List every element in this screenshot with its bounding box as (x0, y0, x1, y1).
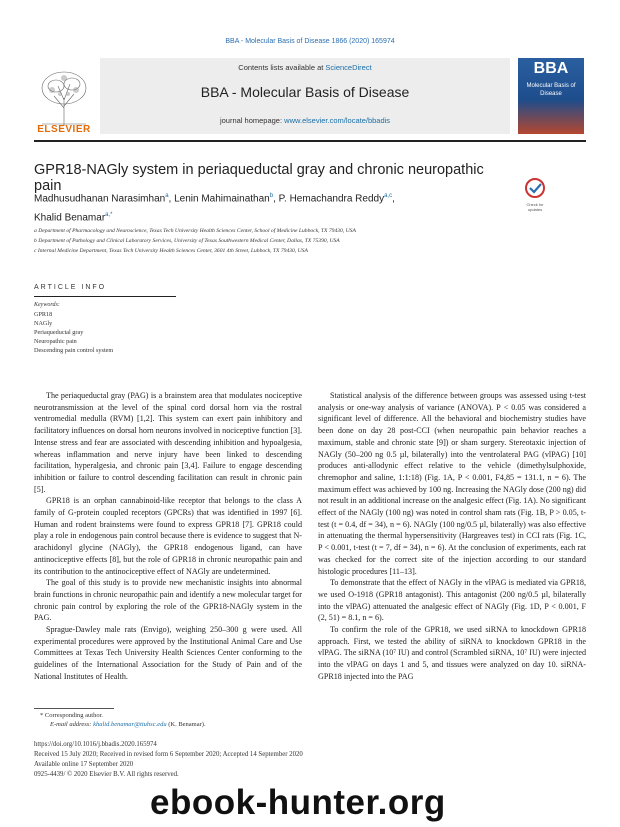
available-online: Available online 17 September 2020 (34, 761, 134, 768)
body-column-left (34, 390, 302, 683)
affiliation-c: c Internal Medicine Department, Texas Tech University Health Sciences Center, 3601 4th Street, Lubbock, TX 79430, USA (34, 248, 308, 254)
keyword-item: GPR18 (34, 311, 53, 318)
body-paragraph: To demonstrate that the effect of NAGly in the vlPAG is mediated via GPR18, we used O-1918 (GPR18 antagonist). This antagonist (200 ng/0.5 µl, bilaterally into the vlPAG) attenuated the analgesic effect of NAGly (Fig. 1D, P < 0.001, F (2, 51) = 8.1, n = 6). (318, 578, 586, 623)
keyword-item: Periaqueductal gray (34, 329, 84, 336)
contents-prefix: Contents lists available at (238, 63, 324, 72)
author-name[interactable]: Madhusudhanan Narasimhan (34, 193, 166, 205)
author-affiliation-mark[interactable]: a (165, 193, 169, 199)
author-affiliation-mark[interactable]: b (269, 193, 274, 199)
check-for-updates-icon[interactable] (521, 176, 549, 204)
cover-subtitle: Molecular Basis of Disease (526, 83, 576, 97)
publisher-name: ELSEVIER (37, 124, 91, 135)
footnote-divider (34, 708, 114, 709)
author-name[interactable]: P. Hemachandra Reddy (278, 193, 385, 205)
doi-link[interactable]: https://doi.org/10.1016/j.bbadis.2020.165974 (34, 741, 157, 748)
keyword-item: NAGly (34, 320, 53, 327)
homepage-link[interactable]: www.elsevier.com/locate/bbadis (284, 116, 391, 125)
body-paragraph: The goal of this study is to provide new mechanistic insights into abnormal brain functions in chronic neuropathic pain and identify a new molecular target for chronic pain control by exploring the role of the GPR18-NAGly system in the PAG. (34, 578, 302, 623)
keywords-label: Keywords: (34, 302, 60, 308)
author-name[interactable]: Khalid Benamar (34, 212, 106, 224)
body-paragraph: To confirm the role of the GPR18, we used siRNA to knockdown GPR18 approach. First, we tested the ability of siRNA to knockdown GPR18 in the vlPAG. The siRNA (10⁷ IU) and control (Scrambled siRNA, 10⁷ IU) were injected into the vlPAG on days 1 and 5, and tissues were analyzed on day 10. siRNA-GPR18 injected into the PAG (318, 625, 586, 681)
affiliation-b: b Department of Pathology and Clinical Laboratory Services, University of Texas Southwestern Medical Center, Dallas, TX 75390, USA (34, 238, 340, 244)
body-paragraph: Statistical analysis of the difference between groups was assessed using t-test analysis or one-way analysis of variance (ANOVA). P < 0.05 was considered a significant level of difference. All the behavioral and biochemistry studies have been done on day 28 post-CCI (when neuropathic pain behavior reaches a maximum, stable and chronic state [9]) or sham surgery. Stereotaxic injection of NAGly (50–200 ng 0.5 µl, bilaterally) into the ventrolateral PAG (vlPAG) [10] produces anti-allodynic effect relative to the vehicle (dimethylsulphoxide, chremophor and saline, 1:1:18) (Fig. 1A, P < 0.001, F4,85 = 131.1, n = 6). The maximum effect was achieved by 100 ng. Increasing the NAGly dose (200 ng) did not result in an additional increase on the analgesic effect (Fig. 1A). No significant effect of the NAGly (100 ng) was noted in control sham rats (Fig. 1B, P > 0.05, t-test (t = 0.4, df = 34), n = 6). NAGly (100 ng/0.5 µl, bilaterally) was also effective in attenuating the thermal hypersensitivity (Hargreaves test) in CCI rats (Fig. 1C, P < 0.001, t-test (t = 7, df = 34), n = 6). At the conclusion of experiments, each rat was checked for the correct site of the injection according to our standard histologic procedures [11–13]. (318, 391, 586, 576)
author-name[interactable]: Lenin Mahimainathan (174, 193, 270, 205)
homepage-line (100, 116, 510, 125)
cover-label: BBA (533, 60, 569, 77)
author-affiliation-mark[interactable]: a,* (105, 212, 113, 219)
article-info-heading: ARTICLE INFO (34, 284, 107, 291)
check-for-updates-label[interactable]: Check for updates (526, 202, 544, 212)
body-paragraph: GPR18 is an orphan cannabinoid-like receptor that belongs to the class A family of G-protein coupled receptors (GPCRs) that was identified in 1997 [6]. Human and rodent brainstems were found to express GPR18 [7]. GPR18 could play a role in endogenous pain control because there is evidence to suggest that N-arachidonyl glycine (NAGly), the GPR18 endogenous ligand, can have antinociceptive effects [8], but the role of GPR18 in chronic neuropathic pain and its contribution to the antinociceptive effect of NAGly are undetermined. (34, 496, 302, 576)
body-paragraph: Sprague-Dawley male rats (Envigo), weighing 250–300 g were used. All experimental procedures were approved by the Institutional Animal Care and Use Committees at Texas Tech University Health Sciences Center conforming to the guidelines of the International Association for the Study of Pain and of the National Institutes of Health. (34, 625, 302, 681)
contents-line (100, 63, 510, 72)
author-email-link[interactable]: khalid.benamar@ttuhsc.edu (93, 721, 167, 728)
watermark-text: ebook-hunter.org (150, 783, 446, 822)
email-line (50, 721, 206, 728)
received-dates: Received 15 July 2020; Received in revised form 6 September 2020; Accepted 14 September 2020 (34, 751, 303, 758)
author-list: Madhusudhanan Narasimhan$^a$, Lenin Mahimainathan$^b$, P. Hemachandra Reddy$^{a,c}$, Khalid Benamar$^{a,*}$ (34, 193, 395, 224)
email-label: E-mail address: (50, 721, 92, 728)
keyword-item: Neuropathic pain (34, 338, 77, 345)
journal-title: BBA - Molecular Basis of Disease (200, 84, 410, 100)
paper-title: GPR18-NAGly system in periaqueductal gray and chronic neuropathic pain (34, 162, 484, 194)
corresponding-author-note: * Corresponding author. (40, 712, 104, 719)
affiliation-a: a Department of Pharmacology and Neuroscience, Texas Tech University Health Sciences Center, School of Medicine Lubbock, TX 79430, USA (34, 228, 356, 234)
article-info-divider (34, 296, 176, 297)
author-affiliation-mark[interactable]: a,c (384, 193, 393, 199)
email-suffix: (K. Benamar). (168, 721, 206, 728)
body-paragraph: The periaqueductal gray (PAG) is a brainstem area that modulates nociceptive neurotransmission at the level of the spinal cord dorsal horn via the rostral ventromedial medulla (RVM) [1,2]. This system can exert pain inhibitory and facilitatory influences on dorsal horn neurons involved in nociceptive function [3]. Intense stress and fear are associated with descending inhibition and hypoalgesia, whereas inflammation and nerve injury have been linked to descending facilitation, hyperalgesia, and chronic pain [3,4]. Failure to engage descending inhibition or failure to control descending facilitation can result in chronic pain [5]. (34, 391, 302, 494)
journal-citation[interactable]: BBA - Molecular Basis of Disease 1866 (2020) 165974 (225, 38, 395, 45)
sciencedirect-link[interactable]: ScienceDirect (325, 63, 372, 72)
homepage-prefix: journal homepage: (219, 116, 283, 125)
body-column-right (318, 390, 586, 683)
header-divider (34, 140, 586, 142)
copyright-line: 0925-4439/ © 2020 Elsevier B.V. All rights reserved. (34, 771, 179, 778)
keyword-item: Descending pain control system (34, 347, 114, 354)
